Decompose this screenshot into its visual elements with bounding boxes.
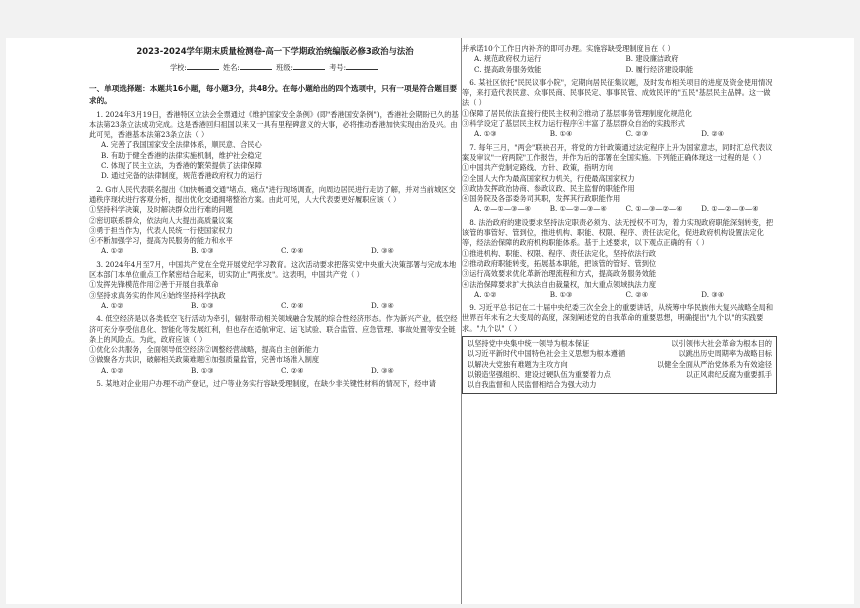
box-item: 以解决大党独有难题为主攻方向 (467, 359, 568, 369)
option-b: B. 建设廉洁政府 (625, 54, 679, 64)
option-c: C. ①—③—②—④ (625, 204, 683, 214)
option-a: A. ①② (101, 300, 124, 310)
box-row (467, 349, 772, 359)
answer-options (89, 301, 461, 311)
statement-item: ①发挥先锋模范作用②善于开展自我革命 (89, 280, 219, 290)
student-info-line (89, 62, 461, 73)
question-stem: 3. 2024年4月至7月，中国共产党在全党开展党纪学习教育。这次活动要求把落实党中央重大决策部署与完成本地区本部门本单位重点工作紧密结合起来，切实防止"两张皮"。这表明，中国共产党（ ） (89, 259, 457, 280)
option-b: B. ①③ (191, 300, 214, 310)
option-d: D. ③④ (701, 289, 725, 299)
box-row (467, 360, 772, 370)
answer-options (462, 129, 777, 139)
answer-options-row-1 (462, 54, 777, 64)
question-2 (89, 185, 461, 257)
box-item: 以正风肃纪反腐为重要抓手 (685, 369, 772, 379)
answer-options (462, 204, 777, 214)
class-blank[interactable] (293, 62, 325, 70)
answer-options-row-2 (462, 65, 777, 75)
statement-item: ③科学设定了基层民主权力运行程序④丰富了基层群众自治的实践形式 (462, 119, 685, 129)
question-stem: 7. 每年三月，"两会"联袂召开，将党的方针政策通过法定程序上升为国家意志，同时汇总代表议案及审议"一府两院"工作报告，并作为后的部署在全国实施。下列能正确体现这一过程的是（ ） (462, 142, 773, 162)
option-b: B. ①③ (191, 246, 214, 256)
school-label: 学校: (169, 63, 187, 73)
option-a: A. 完善了我国国家安全法律体系，顺民意、合民心 (101, 140, 262, 150)
answer-options (89, 246, 461, 256)
option-a: A. ①② (474, 289, 497, 299)
option-a: A. ①② (101, 246, 124, 256)
box-item: 以跳出历史周期率为战略目标 (678, 349, 772, 359)
option-d: D. 履行经济建设职能 (625, 64, 694, 74)
answer-options (89, 366, 461, 376)
left-column (89, 38, 461, 389)
box-item: 以锻造坚强组织、建设过硬队伍为重要着力点 (467, 369, 611, 379)
question-stem: 并承诺10个工作日内补齐的即可办理。实施容缺受理制度旨在（ ） (462, 44, 675, 53)
option-d: D. ③④ (371, 365, 394, 375)
exam-page (6, 38, 854, 604)
box-item: 以自我监督和人民监督相结合为强大动力 (467, 380, 597, 390)
statement-item: ③坚持求真务实的作风④始终坚持科学执政 (89, 290, 226, 300)
exam-number-blank[interactable] (346, 62, 378, 70)
name-blank[interactable] (240, 62, 272, 70)
statement-item: ③做聚各方共识，破解相关政策难题④加强质量监管，完善市场准入制度 (89, 355, 320, 365)
statement-item: ①坚持科学决策，及时解决群众出行难的问题 (89, 205, 233, 215)
question-1 (89, 110, 461, 182)
school-blank[interactable] (187, 62, 219, 70)
question-4 (89, 314, 461, 376)
question-stem: 8. 法治政府的建设要求坚持法定职责必须为、法无授权不可为，着力实现政府职能深刻转变，把该管的事管好、管到位，推进机构、职能、权限、程序、责任法定化，促进政府机构设置法定化等，经法治保障的政府机构职能体系。基于上述要求，以下观点正确的有（ ） (462, 217, 774, 248)
option-d: D. ②④ (701, 129, 725, 139)
box-row (467, 380, 772, 390)
option-b: B. ①③ (191, 365, 214, 375)
box-item: 以习近平新时代中国特色社会主义思想为根本遵循 (467, 349, 626, 359)
question-3 (89, 260, 461, 311)
statement-item: ④国务院及各部委务司其职，发挥其行政职能作用 (462, 194, 621, 204)
question-7 (462, 143, 777, 215)
statement-item: ①中国共产党制定路线、方针、政策，指明方向 (462, 163, 613, 173)
option-c: C. ②④ (281, 365, 304, 375)
exam-number-label: 考号: (329, 63, 347, 73)
nine-points-box (462, 336, 777, 393)
question-stem: 1. 2024年3月19日，香港特区立法会全票通过《维护国家安全条例》(即"香港国安条例")，香港社会期盼已久的基本法第23条立法成功完成。这是香港回归祖国以来又一具有里程碑意义的大事，必将推动香港加快实现由治及兴。由此可见，香港基本法第23条立法（ ） (89, 109, 459, 140)
option-c: C. ②③ (625, 129, 649, 139)
option-d: D. ③④ (371, 246, 394, 256)
statement-item: ④法治保障要求扩大执法自由裁量权，加大重点领域执法力度 (462, 279, 657, 289)
option-d: D. 通过完备的法律制度，规范香港政府权力的运行 (101, 171, 263, 181)
class-label: 班级: (276, 63, 293, 73)
question-6 (462, 78, 777, 140)
question-5 (89, 379, 461, 389)
name-label: 姓名: (223, 63, 240, 73)
section-heading: 一、单项选择题：本题共16小题，每小题3分，共48分。在每小题给出的四个选项中，只有一项是符合题目要求的。 (89, 83, 458, 105)
option-b: B. ①③ (549, 289, 573, 299)
statement-item: ②推动政府职能转变，拓展基本职能，把该管的管好、管到位 (462, 258, 657, 268)
box-item: 以引领伟大社会革命为根本目的 (671, 339, 772, 349)
option-c: C. 提高政务服务效能 (474, 64, 542, 74)
box-item: 以坚持党中央集中统一领导为根本保证 (467, 339, 590, 349)
question-stem: 4. 低空经济是以各类低空飞行活动为牵引，辐射带动相关领域融合发展的综合性经济形态。作为新兴产业，低空经济可充分享受信息化、智能化等发展红利，但也存在适航审定、运飞试验、联合监管、应急管理、事故处置等安全链条上的风险点。为此，政府应该（ ） (89, 314, 458, 344)
box-row (467, 370, 772, 380)
statement-item: ③政协发挥政治协商、参政议政、民主监督的职能作用 (462, 183, 635, 193)
option-b: B. ①④ (549, 129, 573, 139)
option-a: A. ②—①—③—④ (474, 204, 532, 214)
statement-item: ③勇于担当作为，代表人民统一行使国家权力 (89, 225, 233, 235)
option-d: D. ③④ (371, 300, 394, 310)
question-8 (462, 218, 777, 300)
question-9 (462, 303, 777, 393)
question-stem: 5. 某地对企业用户办理不动产登记，过户等业务实行容缺受理制度，在缺少非关键性材料的情况下，经申请 (96, 379, 436, 389)
right-column (462, 38, 777, 394)
option-d: D. ①—②—③—④ (701, 204, 759, 214)
statement-item: ①推进机构、职能、权限、程序、责任法定化，坚持依法行政 (462, 248, 657, 258)
option-c: C. ②④ (281, 300, 304, 310)
option-a: A. ①③ (474, 129, 497, 139)
option-b: B. ①—②—③—④ (549, 204, 607, 214)
exam-title: 2023-2024学年期末质量检测卷-高一下学期政治统编版必修3政治与法治 (136, 46, 414, 56)
box-item: 以健全全面从严治党体系为有效途径 (656, 359, 772, 369)
option-c: C. 体现了民主立法，为香港的繁荣提供了法律保障 (101, 161, 262, 171)
answer-options (462, 290, 777, 300)
statement-item: ②全国人大作为最高国家权力机关，行使最高国家权力 (462, 173, 635, 183)
option-a: A. ①② (101, 365, 124, 375)
question-stem: 6. 某社区依托"民民议事小院"，定期向居民征集议题，及时发布相关项目的进度及资金使用情况等，来打造代表民意、众事民商、民事民定、事事民管、成效民评的"五民"基层民主品牌。这一做法（ ） (462, 77, 773, 108)
box-row (467, 339, 772, 349)
question-stem: 2. G市人民代表联名提出《加快畅通交通"堵点、痛点"进行现场调查，向周边居民进行走访了解，并对当前城区交通秩序现状进行客观分析，提出优化交通拥堵整治方案。由此可见，人大代表要更好履职应该（ ） (89, 184, 456, 204)
statement-item: ④不断加强学习，提高为民服务的能力和水平 (89, 236, 233, 246)
question-5-continued (462, 44, 777, 75)
option-a: A. 规范政府权力运行 (474, 54, 542, 64)
statement-item: ①优化公共服务，全面领导低空经济②调整经营战略，提高自主创新能力 (89, 345, 320, 355)
statement-item: ②密切联系群众，依法向人大提出高质量议案 (89, 215, 233, 225)
option-b: B. 有助于健全香港的法律实施机制，维护社会稳定 (101, 150, 262, 160)
option-c: C. ②④ (281, 246, 304, 256)
statement-item: ①保障了居民依法直接行使民主权利②推动了基层事务管理制度化规范化 (462, 108, 693, 118)
statement-item: ③运行高效要求优化革新治理流程和方式，提高政务服务效能 (462, 269, 657, 279)
question-stem: 9. 习近平总书记在二十届中央纪委三次全会上的重要讲话，从统筹中华民族伟大复兴战略全局和世界百年未有之大变局的高度，深刻阐述党的自我革命的重要思想，明确提出"九个以"的实践要求。"九个以"（ ） (462, 303, 774, 333)
option-c: C. ②④ (625, 289, 649, 299)
